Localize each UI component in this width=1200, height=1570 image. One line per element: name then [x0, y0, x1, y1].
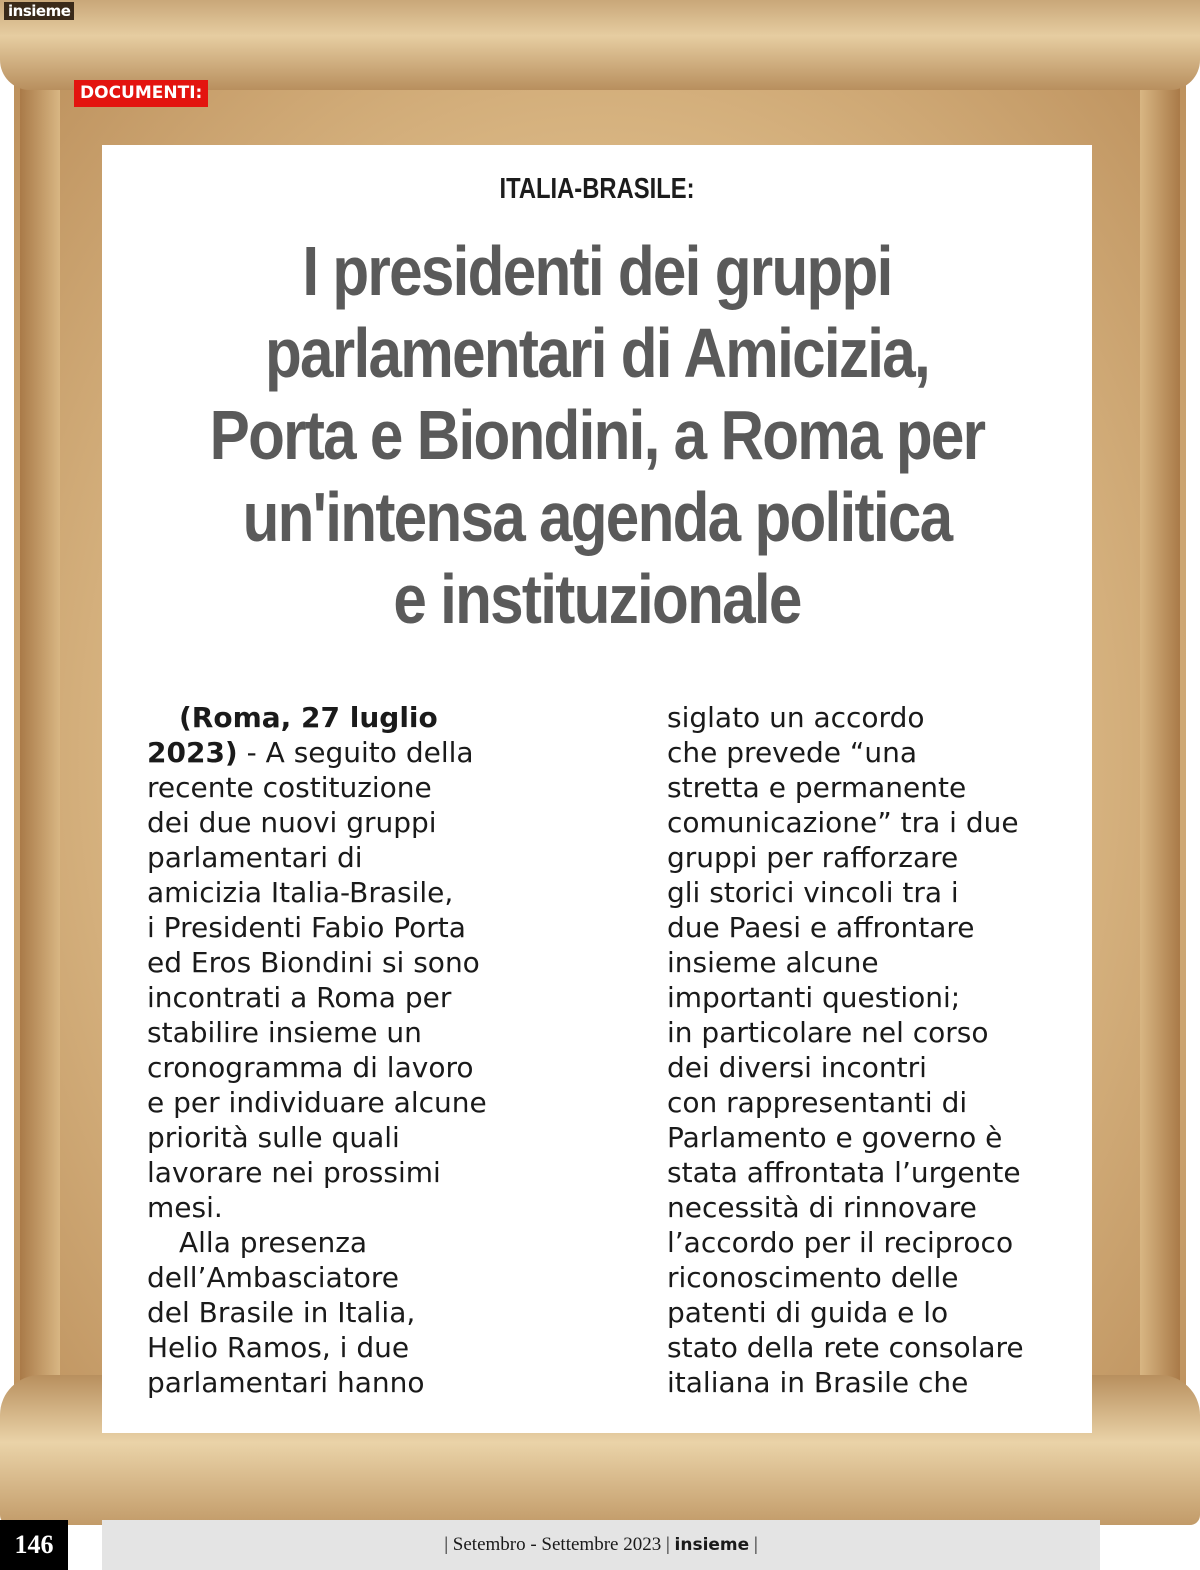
body-line: Alla presenza: [179, 1226, 368, 1259]
body-line: lavorare nei prossimi: [147, 1156, 441, 1189]
body-line: insieme alcune: [667, 946, 879, 979]
body-line: due Paesi e affrontare: [667, 911, 975, 944]
body-line: ed Eros Biondini si sono: [147, 946, 480, 979]
body-line: stabilire insieme un: [147, 1016, 422, 1049]
body-line: patenti di guida e lo: [667, 1296, 949, 1329]
body-line: i Presidenti Fabio Porta: [147, 911, 466, 944]
body-line: mesi.: [147, 1191, 223, 1224]
body-line: amicizia Italia-Brasile,: [147, 876, 454, 909]
body-line: stretta e permanente: [667, 771, 967, 804]
scroll-left-edge: [20, 60, 60, 1410]
footer-issue-line: [102, 1520, 1100, 1570]
article-lead-year: 2023): [147, 736, 238, 769]
body-line: importanti questioni;: [667, 981, 961, 1014]
article-column-right: [667, 700, 1067, 1400]
body-line: parlamentari di: [147, 841, 363, 874]
body-text: - A seguito della: [237, 736, 474, 769]
body-line: comunicazione” tra i due: [667, 806, 1019, 839]
body-line: necessità di rinnovare: [667, 1191, 977, 1224]
scroll-top-roll: [0, 0, 1200, 90]
footer-end: |: [753, 1534, 758, 1555]
body-line: incontrati a Roma per: [147, 981, 452, 1014]
headline-line: e instituzionale: [393, 560, 801, 638]
body-line: dei due nuovi gruppi: [147, 806, 437, 839]
article-headline: [102, 230, 1092, 640]
body-line: recente costituzione: [147, 771, 432, 804]
headline-line: parlamentari di Amicizia,: [264, 314, 930, 392]
body-line: in particolare nel corso: [667, 1016, 989, 1049]
body-line: che prevede “una: [667, 736, 918, 769]
body-line: gli storici vincoli tra i: [667, 876, 959, 909]
headline-line: I presidenti dei gruppi: [302, 232, 892, 310]
body-line: siglato un accordo: [667, 701, 925, 734]
body-line: Helio Ramos, i due: [147, 1331, 410, 1364]
body-line: stata affrontata l’urgente: [667, 1156, 1021, 1189]
body-line: e per individuare alcune: [147, 1086, 487, 1119]
article-column-left: [147, 700, 537, 1400]
article-kicker: ITALIA-BRASILE:: [499, 173, 695, 205]
scroll-right-edge: [1140, 60, 1180, 1410]
body-line: gruppi per rafforzare: [667, 841, 959, 874]
body-line: cronogramma di lavoro: [147, 1051, 474, 1084]
body-line: con rappresentanti di: [667, 1086, 968, 1119]
body-line: l’accordo per il reciproco: [667, 1226, 1014, 1259]
body-line: stato della rete consolare: [667, 1331, 1024, 1364]
body-line: riconoscimento delle: [667, 1261, 959, 1294]
page-number: 146: [0, 1520, 68, 1570]
body-line: parlamentari hanno: [147, 1366, 425, 1399]
body-line: priorità sulle quali: [147, 1121, 400, 1154]
body-line: Parlamento e governo è: [667, 1121, 1003, 1154]
masthead-logo: insieme: [4, 2, 74, 20]
section-tag: DOCUMENTI:: [74, 80, 208, 107]
article-lead: (Roma, 27 luglio: [179, 701, 438, 734]
body-line: [147, 735, 537, 770]
headline-line: Porta e Biondini, a Roma per: [209, 396, 985, 474]
footer-logo: insieme: [674, 1535, 750, 1555]
body-line: del Brasile in Italia,: [147, 1296, 416, 1329]
body-line: dei diversi incontri: [667, 1051, 927, 1084]
body-line: dell’Ambasciatore: [147, 1261, 399, 1294]
headline-line: un'intensa agenda politica: [242, 478, 952, 556]
article-paper: [102, 145, 1092, 1433]
footer-issue: | Setembro - Settembre 2023 |: [444, 1534, 670, 1555]
body-line: italiana in Brasile che: [667, 1366, 969, 1399]
